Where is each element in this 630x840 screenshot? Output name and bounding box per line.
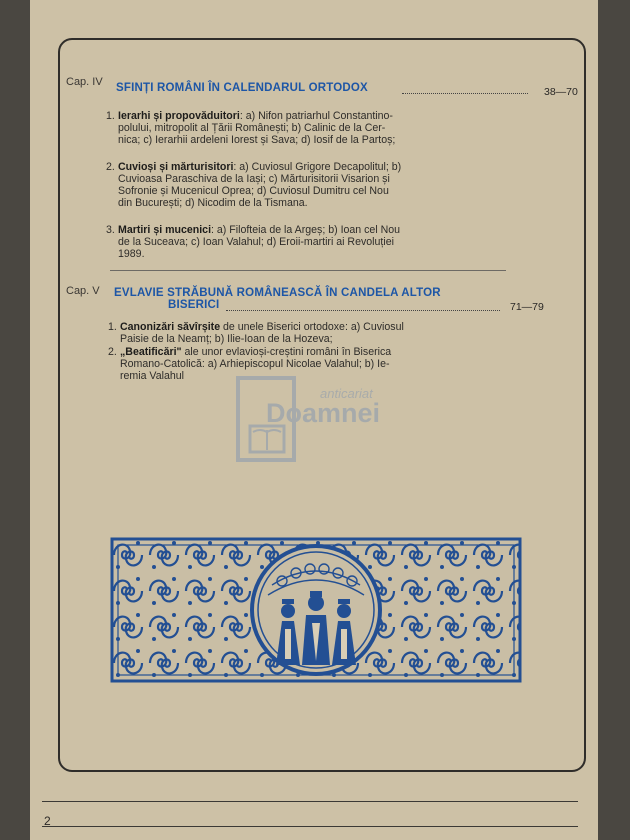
item-text-line: Sofronie și Mucenicul Oprea; d) Cuviosul Dumitru cel Nou xyxy=(118,185,389,197)
item-heading: Cuvioși și mărturisitori xyxy=(118,161,234,173)
item-number: 2. xyxy=(108,346,117,358)
item-text-line: de unele Biserici ortodoxe: a) Cuviosul xyxy=(220,321,404,333)
watermark-small-text: anticariat xyxy=(320,386,373,401)
chapter-4-item-2 xyxy=(106,161,498,209)
chapter-5-item-1 xyxy=(108,321,500,345)
chapter-5-label: Cap. V xyxy=(66,285,100,297)
item-text-line: remia Valahul xyxy=(120,370,184,382)
item-text-line: ale unor evlavioși-creștini români în Biserica xyxy=(181,346,392,358)
item-text-line: 1989. xyxy=(118,248,145,260)
item-text-line: nica; c) Ierarhii ardeleni Iorest și Sava; d) Iosif de la Partoș; xyxy=(118,134,396,146)
chapter-4-item-1 xyxy=(106,110,498,146)
chapter-4-pages: 38—70 xyxy=(544,86,578,98)
chapter-4-leader-dots xyxy=(402,93,528,94)
chapter-5-leader-dots xyxy=(226,310,500,311)
footer-rule-bottom xyxy=(42,826,578,827)
separator-line xyxy=(110,270,506,271)
chapter-4-label: Cap. IV xyxy=(66,76,103,88)
item-text-line: Paisie de la Neamț; b) Ilie-Ioan de la Hozeva; xyxy=(120,333,333,345)
item-heading: „Beatificări" xyxy=(120,346,182,358)
item-text-line: Romano-Catolică: a) Arhiepiscopul Nicolae Valahul; b) Ie- xyxy=(120,358,390,370)
item-number: 1. xyxy=(108,321,117,333)
item-text-line: : a) Filofteia de la Argeș; b) Ioan cel Nou xyxy=(211,224,401,236)
chapter-4-title: SFINȚI ROMÂNI ÎN CALENDARUL ORTODOX xyxy=(116,82,368,94)
chapter-5-title-line-1: EVLAVIE STRĂBUNĂ ROMÂNEASCĂ ÎN CANDELA ALTOR xyxy=(114,287,441,299)
item-text-line: polului, mitropolit al Țării Românești; b) Calinic de la Cer- xyxy=(118,122,386,134)
item-number: 1. xyxy=(106,110,115,122)
chapter-5-title-line-2: BISERICI xyxy=(168,299,220,311)
item-heading: Martiri și mucenici xyxy=(118,224,212,236)
item-text-line: Cuvioasa Paraschiva de la Iași; c) Mărturisitorii Visarion și xyxy=(118,173,390,185)
item-number: 3. xyxy=(106,224,115,236)
item-text-line: din București; d) Nicodim de la Tismana. xyxy=(118,197,308,209)
item-text-line: : a) Cuviosul Grigore Decapolitul; b) xyxy=(233,161,402,173)
item-text-line: : a) Nifon patriarhul Constantino- xyxy=(239,110,393,122)
chapter-4-item-3 xyxy=(106,224,498,260)
watermark-logo xyxy=(236,376,406,462)
item-heading: Canonizări săvîrșite xyxy=(120,321,221,333)
item-number: 2. xyxy=(106,161,115,173)
footer-rule-top xyxy=(42,801,578,802)
item-text-line: de la Suceava; c) Ioan Valahul; d) Eroii-martiri ai Revoluției xyxy=(118,236,394,248)
watermark-big-text: Doamnei xyxy=(266,398,381,428)
item-heading: Ierarhi și propovăduitori xyxy=(118,110,240,122)
decorative-ornament-icon xyxy=(110,537,522,683)
chapter-5-pages: 71—79 xyxy=(510,301,544,313)
page-number: 2 xyxy=(44,814,51,828)
